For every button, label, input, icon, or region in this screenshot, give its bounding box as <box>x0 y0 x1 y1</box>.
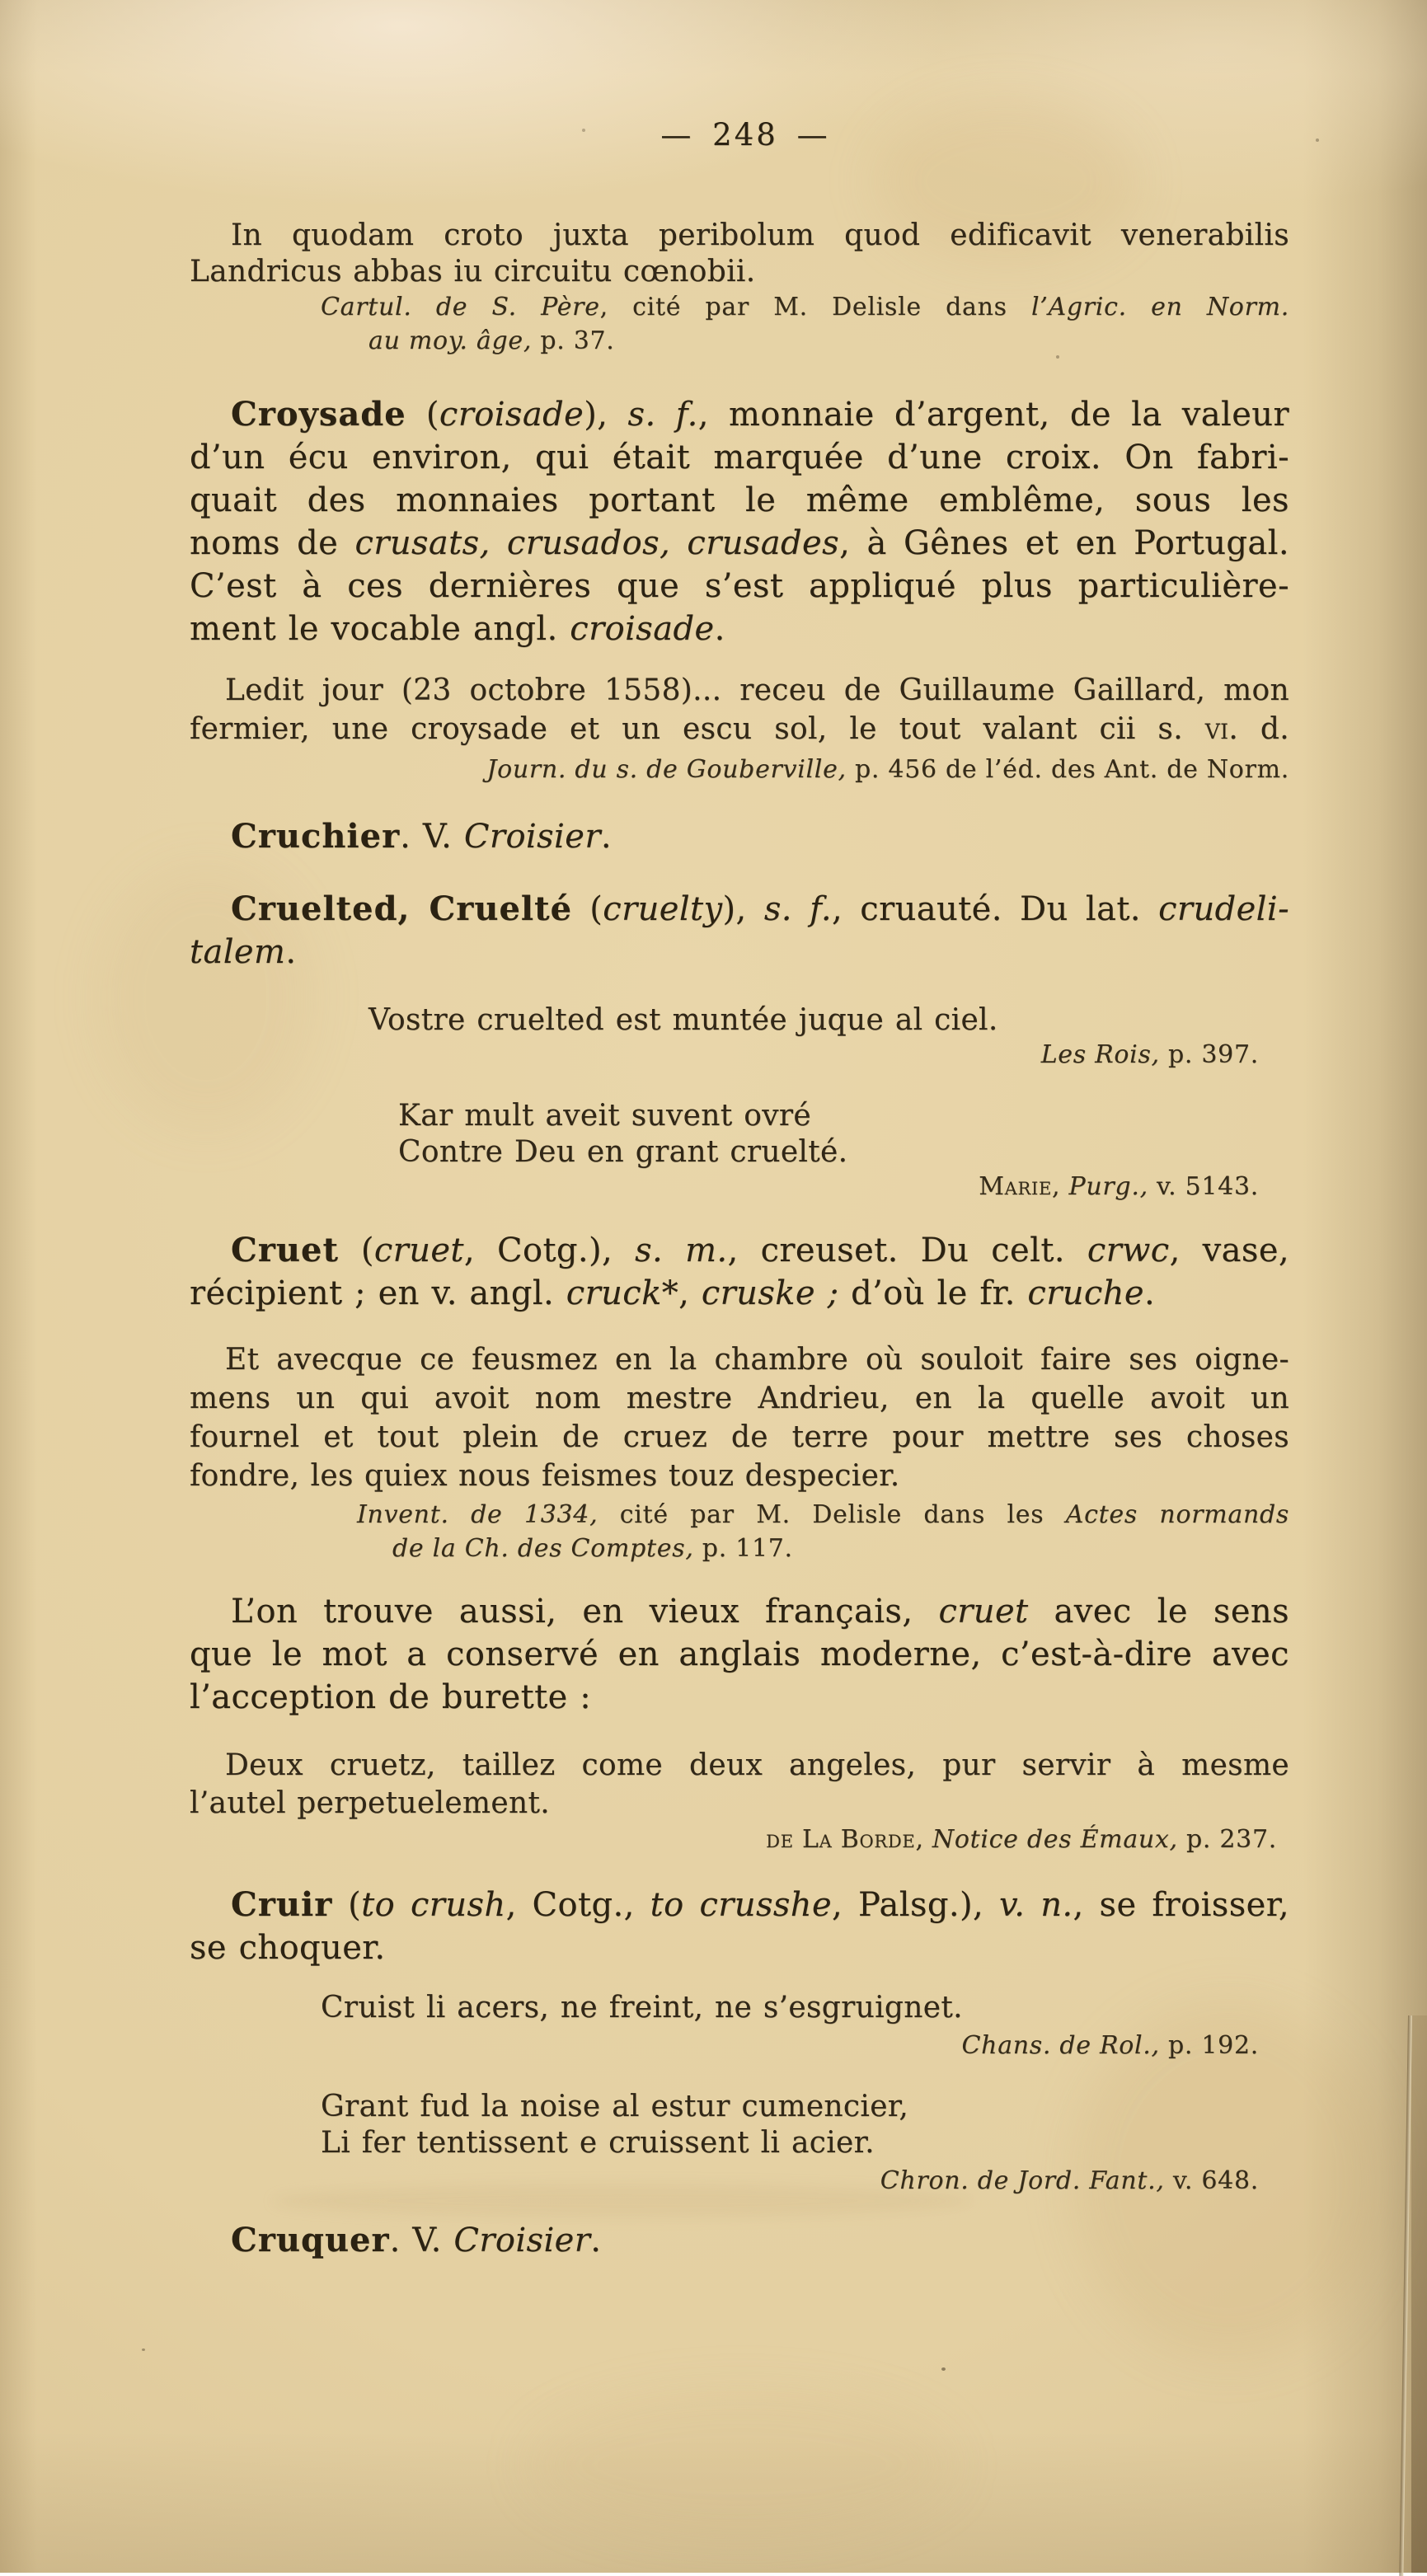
text-segment: , Cotg., <box>505 1886 650 1924</box>
text-line <box>190 1926 1289 1969</box>
text-line <box>190 1590 1289 1633</box>
text-line <box>766 1823 1277 1856</box>
text-segment: avec le sens <box>1028 1593 1289 1631</box>
italic-term: crusats, crusados, crusades <box>354 524 840 562</box>
text-line <box>190 479 1289 522</box>
text-line <box>190 1340 1289 1379</box>
italic-term: to crusshe <box>650 1886 833 1924</box>
text-segment: cité par M. Delisle dans les <box>598 1500 1066 1529</box>
source-title: au moy. âge, <box>368 326 533 355</box>
cross-reference: Croisier <box>463 818 601 856</box>
grammar-label: v. n. <box>999 1886 1073 1924</box>
text-line <box>880 2164 1259 2198</box>
text-segment: , monnaie d’argent, de la valeur <box>697 396 1289 434</box>
text-segment: fournel et tout plein de cruez de terre pour mettre ses choses <box>190 1420 1289 1454</box>
text-segment: fermier, une croysade et un escu sol, le tout valant cii s. <box>190 712 1205 746</box>
text-segment: . <box>600 818 612 856</box>
text-segment: Grant fud la noise al estur cumencier, <box>321 2090 909 2123</box>
page-reference: v. 648. <box>1164 2166 1259 2195</box>
text-segment: C’est à ces dernières que s’est appliqué plus particulière- <box>190 567 1289 605</box>
text-line <box>321 1990 963 2026</box>
text-segment: L’on trouve aussi, en vieux français, <box>231 1593 939 1631</box>
text-line <box>190 608 1289 650</box>
text-line <box>321 2125 908 2161</box>
text-line <box>190 931 1289 974</box>
author-name: de La Borde, <box>766 1825 924 1854</box>
paper-stain <box>528 2391 956 2539</box>
source-title: Journ. du s. de Gouberville, <box>486 755 847 784</box>
text-line <box>190 1272 1289 1315</box>
page-reference: p. 117. <box>693 1534 793 1563</box>
text-segment: Contre Deu en grant cruelté. <box>398 1135 848 1169</box>
citation-chron <box>880 2164 1259 2198</box>
italic-term: croisade <box>570 610 715 648</box>
page-reference: p. 37. <box>532 326 615 355</box>
text-segment: , se froisser, <box>1073 1886 1289 1924</box>
italic-term: cruche <box>1027 1274 1144 1312</box>
text-line <box>190 1457 1289 1495</box>
text-line <box>190 1229 1289 1272</box>
cross-reference: Croisier <box>453 2222 591 2259</box>
text-line <box>190 1785 1289 1823</box>
source-title: Actes normands <box>1065 1500 1289 1529</box>
entry-cruquer <box>190 2219 1289 2262</box>
text-line <box>190 815 1289 858</box>
text-line <box>190 1633 1289 1676</box>
text-line <box>321 2089 908 2125</box>
page-number <box>190 117 1300 152</box>
text-segment: , cité par M. Delisle dans <box>599 293 1031 321</box>
text-segment: l’autel perpetuelement. <box>190 1786 550 1820</box>
source-title: de la Ch. des Comptes, <box>392 1534 694 1563</box>
verse-vostre <box>368 1002 998 1039</box>
text-segment: Kar mult aveit suvent ovré <box>398 1099 812 1133</box>
page-edge-shadow <box>1411 2015 1427 2573</box>
text-segment: . V. <box>389 2222 454 2259</box>
italic-term: cruck* <box>566 1274 679 1312</box>
text-segment: d’un écu environ, qui était marquée d’une croix. On fabri- <box>190 439 1289 476</box>
text-segment: Li fer tentissent e cruissent li acier. <box>321 2126 875 2160</box>
entry-headword: Cruet <box>231 1231 339 1269</box>
text-segment: , cruauté. Du lat. <box>831 890 1159 928</box>
source-title: Chans. de Rol., <box>961 2031 1160 2060</box>
text-segment: ), <box>584 396 628 434</box>
text-segment: , Cotg.), <box>463 1232 636 1269</box>
italic-term: to crush <box>361 1886 506 1924</box>
text-line <box>1041 1038 1259 1072</box>
text-segment: quait des monnaies portant le même emblême, sous les <box>190 481 1289 519</box>
quote-deux <box>190 1747 1289 1823</box>
text-line <box>190 671 1289 710</box>
citation-lesrois <box>1041 1038 1259 1072</box>
citation-marie <box>979 1170 1259 1204</box>
source-title: Cartul. de S. Père <box>321 293 600 321</box>
italic-term: crudeli- <box>1158 890 1289 928</box>
citation-gouberville <box>486 753 1289 786</box>
text-segment: noms de <box>190 524 355 562</box>
italic-term: cruske ; <box>701 1274 839 1312</box>
text-line <box>190 888 1289 931</box>
entry-cruelted <box>190 888 1289 974</box>
text-segment: mens un qui avoit nom mestre Andrieu, en la quelle avoit un <box>190 1382 1289 1415</box>
text-line <box>398 1134 847 1171</box>
page-reference: p. 237. <box>1177 1825 1277 1854</box>
text-line <box>190 436 1289 479</box>
citation-laborde <box>766 1823 1277 1856</box>
text-segment: , creuset. Du celt. <box>727 1232 1087 1269</box>
text-segment: Vostre cruelted est muntée juque al ciel. <box>368 1003 998 1037</box>
text-line <box>190 1418 1289 1457</box>
text-segment: . d. <box>1228 712 1289 746</box>
source-title: l’Agric. en Norm. <box>1030 293 1289 321</box>
text-segment: Ledit jour (23 octobre 1558)... receu de Guillaume Gaillard, mon <box>225 673 1289 707</box>
text-line <box>190 1884 1289 1926</box>
author-name: Marie, <box>979 1172 1061 1201</box>
text-segment: d’où le fr. <box>838 1274 1028 1312</box>
ink-speck <box>941 2367 946 2371</box>
entry-headword: Cruelted, Cruelté <box>231 889 573 928</box>
citation-chans <box>962 2029 1259 2062</box>
text-line <box>979 1170 1259 1204</box>
text-segment: . V. <box>400 818 464 856</box>
text-line <box>321 290 1289 324</box>
page-reference: v. 5143. <box>1148 1172 1259 1201</box>
text-segment: récipient ; en v. angl. <box>190 1274 566 1312</box>
verse-cruist <box>321 1990 963 2026</box>
verse-kar <box>398 1098 847 1171</box>
text-segment: Deux cruetz, taillez come deux angeles, pur servir à mesme <box>225 1748 1289 1782</box>
text-segment: Cruist li acers, ne freint, ne s’esgruignet. <box>321 1991 963 2025</box>
page-edge-line <box>1399 2015 1412 2576</box>
verse-grant <box>321 2089 908 2161</box>
page-number-label: — 248 — <box>660 117 830 152</box>
entry-croysade <box>190 393 1289 650</box>
text-segment: , <box>678 1274 702 1312</box>
text-line <box>190 2219 1289 2262</box>
text-line <box>321 324 1289 358</box>
text-segment: . <box>590 2222 602 2259</box>
text-segment: ( <box>406 396 439 434</box>
italic-term: croisade <box>439 396 584 434</box>
entry-cruet <box>190 1229 1289 1315</box>
entry-headword: Cruchier <box>231 817 401 856</box>
text-line <box>190 1379 1289 1418</box>
text-segment: . <box>714 610 725 648</box>
entry-cruir <box>190 1884 1289 1969</box>
text-segment: . <box>285 933 297 971</box>
show-through-ghost-text <box>272 2184 973 2217</box>
entry-headword: Cruquer <box>231 2221 390 2259</box>
text-segment: l’acception de burette : <box>190 1678 592 1716</box>
text-segment: que le mot a conservé en anglais moderne, c’est-à-dire avec <box>190 1635 1289 1673</box>
text-line <box>190 254 1289 290</box>
text-segment: ( <box>338 1232 374 1269</box>
source-title: Notice des Émaux, <box>923 1825 1178 1854</box>
citation-invent <box>357 1498 1289 1565</box>
italic-term: talem <box>190 933 286 971</box>
text-line <box>398 1098 847 1134</box>
text-line <box>962 2029 1259 2062</box>
grammar-label: s. f. <box>627 396 698 434</box>
text-line <box>190 1676 1289 1719</box>
text-line <box>190 710 1289 748</box>
text-line <box>190 218 1289 254</box>
source-title: Chron. de Jord. Fant., <box>880 2166 1165 2195</box>
entry-cruchier <box>190 815 1289 858</box>
grammar-label: s. m. <box>635 1232 728 1269</box>
text-segment: , à Gênes et en Portugal. <box>839 524 1289 562</box>
text-line <box>190 522 1289 565</box>
quote-incipit <box>190 218 1289 290</box>
grammar-label: s. f. <box>763 890 832 928</box>
text-line <box>190 1747 1289 1785</box>
text-segment: se choquer. <box>190 1929 386 1967</box>
page-reference: p. 397. <box>1159 1040 1259 1069</box>
text-line <box>190 393 1289 436</box>
text-segment: Landricus abbas iu circuitu cœnobii. <box>190 255 756 289</box>
source-title: Les Rois, <box>1040 1040 1160 1069</box>
text-segment: ), <box>722 890 764 928</box>
source-title: Invent. de 1334, <box>357 1500 598 1529</box>
text-segment: . <box>1143 1274 1156 1312</box>
entry-lon-note <box>190 1590 1289 1719</box>
smallcaps-numeral: vi <box>1204 712 1229 746</box>
text-segment: ment le vocable angl. <box>190 610 570 648</box>
italic-term: cruet <box>938 1593 1029 1631</box>
ink-speck <box>1316 138 1319 142</box>
page-reference: p. 456 de l’éd. des Ant. de Norm. <box>846 755 1289 784</box>
text-segment: , Palsg.), <box>832 1886 1000 1924</box>
text-segment: In quodam croto juxta peribolum quod edificavit venerabilis <box>231 218 1289 252</box>
ink-speck <box>142 2348 145 2351</box>
text-segment: , vase, <box>1169 1232 1290 1269</box>
page-reference: p. 192. <box>1159 2031 1259 2060</box>
italic-term: crwc <box>1087 1232 1170 1269</box>
quote-etavecque <box>190 1340 1289 1495</box>
text-segment: Et avecque ce feusmez en la chambre où souloit faire ses oigne- <box>225 1343 1289 1377</box>
quote-ledit <box>190 671 1289 748</box>
italic-term: cruelty <box>603 890 723 928</box>
text-line <box>190 565 1289 608</box>
text-segment: ( <box>332 1886 362 1924</box>
text-segment: ( <box>572 890 603 928</box>
entry-headword: Croysade <box>231 395 406 434</box>
entry-headword: Cruir <box>231 1885 333 1924</box>
text-line <box>368 1002 998 1039</box>
italic-term: cruet <box>373 1232 464 1269</box>
text-segment: fondre, les quiex nous feismes touz despecier. <box>190 1459 900 1493</box>
source-title: Purg., <box>1060 1172 1148 1201</box>
text-line <box>357 1532 1289 1565</box>
text-line <box>357 1498 1289 1532</box>
citation-cartul <box>321 290 1289 358</box>
text-line <box>486 753 1289 786</box>
